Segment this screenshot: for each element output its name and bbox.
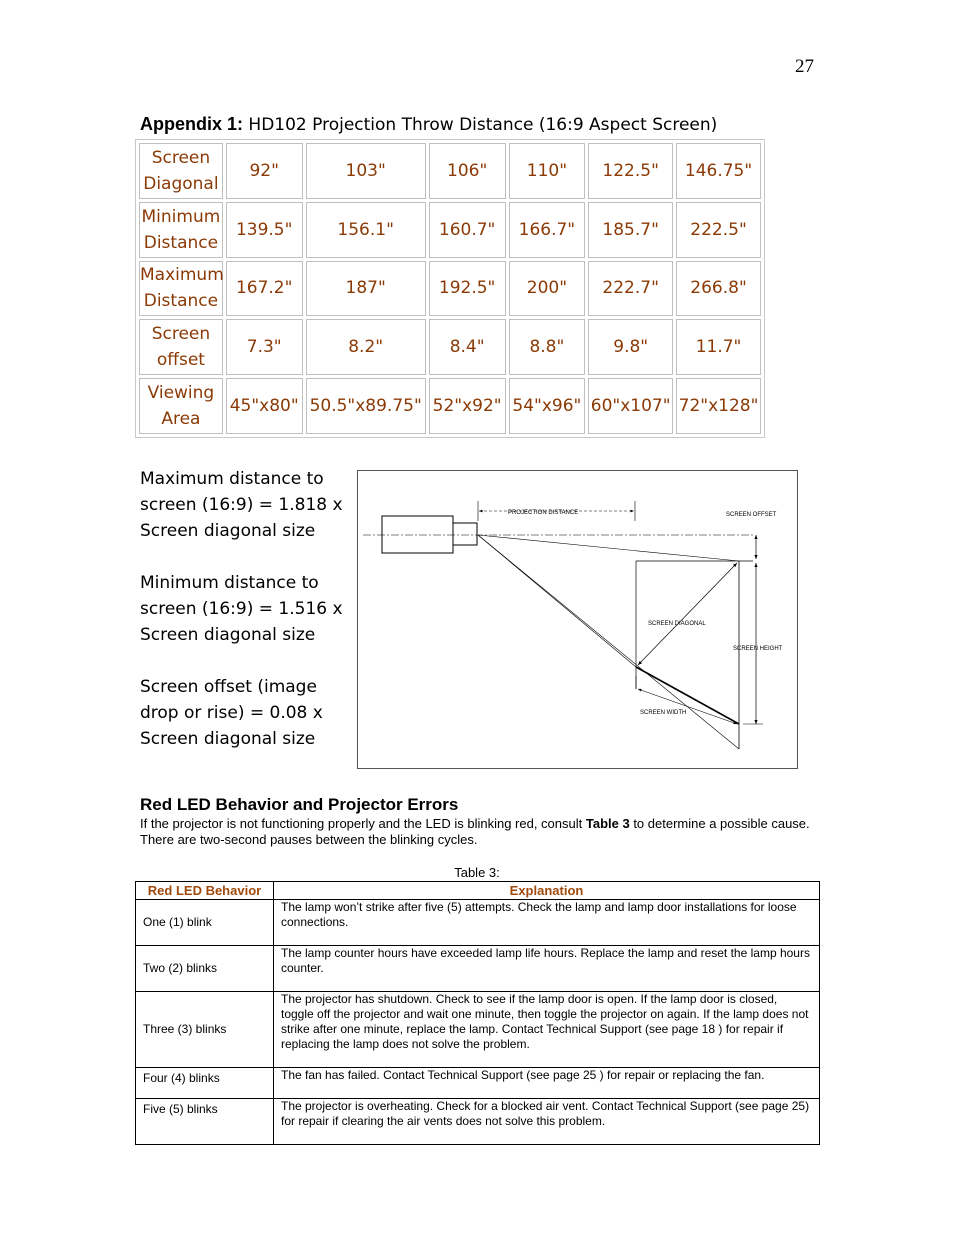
intro-text: If the projector is not functioning properly and the LED is blinking red, consult <box>140 816 586 831</box>
table-row <box>136 992 820 1068</box>
table-cell: 7.3" <box>226 319 303 375</box>
table-cell: 45"x80" <box>226 378 303 434</box>
row-header: Minimum Distance <box>139 202 223 258</box>
row-header: Screen Diagonal <box>139 143 223 199</box>
table-cell: 156.1" <box>306 202 426 258</box>
table-cell: 60"x107" <box>588 378 673 434</box>
projector-body <box>382 516 453 553</box>
section-heading: Red LED Behavior and Projector Errors <box>140 795 459 814</box>
explanation-cell: The lamp counter hours have exceeded lamp life hours. Replace the lamp and reset the lamp hours counter. <box>274 946 820 992</box>
intro-text-end: to determine a possible cause. There are two-second pauses between the blinking cycles. <box>140 816 810 847</box>
table-row <box>136 1099 820 1145</box>
projector-lens <box>453 523 477 545</box>
column-header: Red LED Behavior <box>136 882 274 900</box>
table-cell: 110" <box>509 143 586 199</box>
led-behavior-cell: Three (3) blinks <box>136 992 274 1068</box>
screen-height-label: SCREEN HEIGHT <box>733 646 783 652</box>
table-cell: 50.5"x89.75" <box>306 378 426 434</box>
appendix-title-text: HD102 Projection Throw Distance (16:9 Aspect Screen) <box>243 115 718 135</box>
table-row <box>139 143 761 199</box>
table-row <box>136 900 820 946</box>
column-header: Explanation <box>274 882 820 900</box>
throw-distance-diagram <box>357 470 798 769</box>
table-cell: 8.4" <box>429 319 506 375</box>
table-cell: 187" <box>306 261 426 317</box>
screen-diagonal-label: SCREEN DIAGONAL <box>648 621 706 627</box>
table-cell: 200" <box>509 261 586 317</box>
table-cell: 160.7" <box>429 202 506 258</box>
table-cell: 146.75" <box>676 143 761 199</box>
throw-diagram-svg <box>358 471 797 768</box>
table-row <box>139 261 761 317</box>
appendix-label: Appendix 1: <box>140 114 244 134</box>
section-intro <box>140 816 820 848</box>
row-header: Screen offset <box>139 319 223 375</box>
led-behavior-table <box>135 881 820 1145</box>
min-distance-formula: Minimum distance to screen (16:9) = 1.516 x Screen diagonal size <box>140 573 343 645</box>
throw-formulas <box>140 466 350 778</box>
table-cell: 72"x128" <box>676 378 761 434</box>
throw-distance-table <box>135 139 765 438</box>
row-header: Viewing Area <box>139 378 223 434</box>
led-behavior-cell: Four (4) blinks <box>136 1068 274 1099</box>
table-cell: 166.7" <box>509 202 586 258</box>
table-cell: 9.8" <box>588 319 673 375</box>
page-number: 27 <box>795 56 814 77</box>
table-cell: 167.2" <box>226 261 303 317</box>
led-behavior-cell: One (1) blink <box>136 900 274 946</box>
table-cell: 11.7" <box>676 319 761 375</box>
table-cell: 122.5" <box>588 143 673 199</box>
screen-offset-label: SCREEN OFFSET <box>726 512 777 518</box>
ray-lower <box>478 535 739 749</box>
screen-width-arrow <box>638 689 737 724</box>
table-row <box>136 946 820 992</box>
led-behavior-cell: Five (5) blinks <box>136 1099 274 1145</box>
table-cell: 8.2" <box>306 319 426 375</box>
table-row <box>136 1068 820 1099</box>
row-header: Maximum Distance <box>139 261 223 317</box>
ray-upper <box>478 535 739 561</box>
table-cell: 52"x92" <box>429 378 506 434</box>
table-cell: 92" <box>226 143 303 199</box>
table-cell: 8.8" <box>509 319 586 375</box>
explanation-cell: The projector has shutdown. Check to see if the lamp door is open. If the lamp door is closed, toggle off the projector and wait one minute, then toggle the projector on again. If the lamp does not strike after one minute, replace the lamp. Contact Technical Support (see page 18 ) for repair if replacing the lamp does not solve the problem. <box>274 992 820 1068</box>
table-row <box>139 378 761 434</box>
led-behavior-cell: Two (2) blinks <box>136 946 274 992</box>
table-cell: 222.5" <box>676 202 761 258</box>
screen-offset-formula: Screen offset (image drop or rise) = 0.08 x Screen diagonal size <box>140 677 323 749</box>
table-cell: 139.5" <box>226 202 303 258</box>
projection-distance-label: PROJECTION DISTANCE <box>508 510 579 516</box>
max-distance-formula: Maximum distance to screen (16:9) = 1.818 x Screen diagonal size <box>140 469 343 541</box>
explanation-cell: The fan has failed. Contact Technical Support (see page 25 ) for repair or replacing the fan. <box>274 1068 820 1099</box>
table-caption: Table 3: <box>454 865 500 880</box>
table-cell: 192.5" <box>429 261 506 317</box>
table-cell: 266.8" <box>676 261 761 317</box>
explanation-cell: The lamp won’t strike after five (5) attempts. Check the lamp and lamp door installations for loose connections. <box>274 900 820 946</box>
table-header-row <box>136 882 820 900</box>
table-cell: 103" <box>306 143 426 199</box>
table-cell: 185.7" <box>588 202 673 258</box>
screen-diagonal-arrow <box>638 563 737 665</box>
intro-table-ref: Table 3 <box>585 816 630 831</box>
table-cell: 54"x96" <box>509 378 586 434</box>
table-row <box>139 202 761 258</box>
explanation-cell: The projector is overheating. Check for a blocked air vent. Contact Technical Support (see page 25) for repair if clearing the air vents does not solve this problem. <box>274 1099 820 1145</box>
table-cell: 106" <box>429 143 506 199</box>
appendix-title <box>140 114 717 135</box>
table-row <box>139 319 761 375</box>
table-cell: 222.7" <box>588 261 673 317</box>
screen-width-label: SCREEN WIDTH <box>640 710 687 716</box>
